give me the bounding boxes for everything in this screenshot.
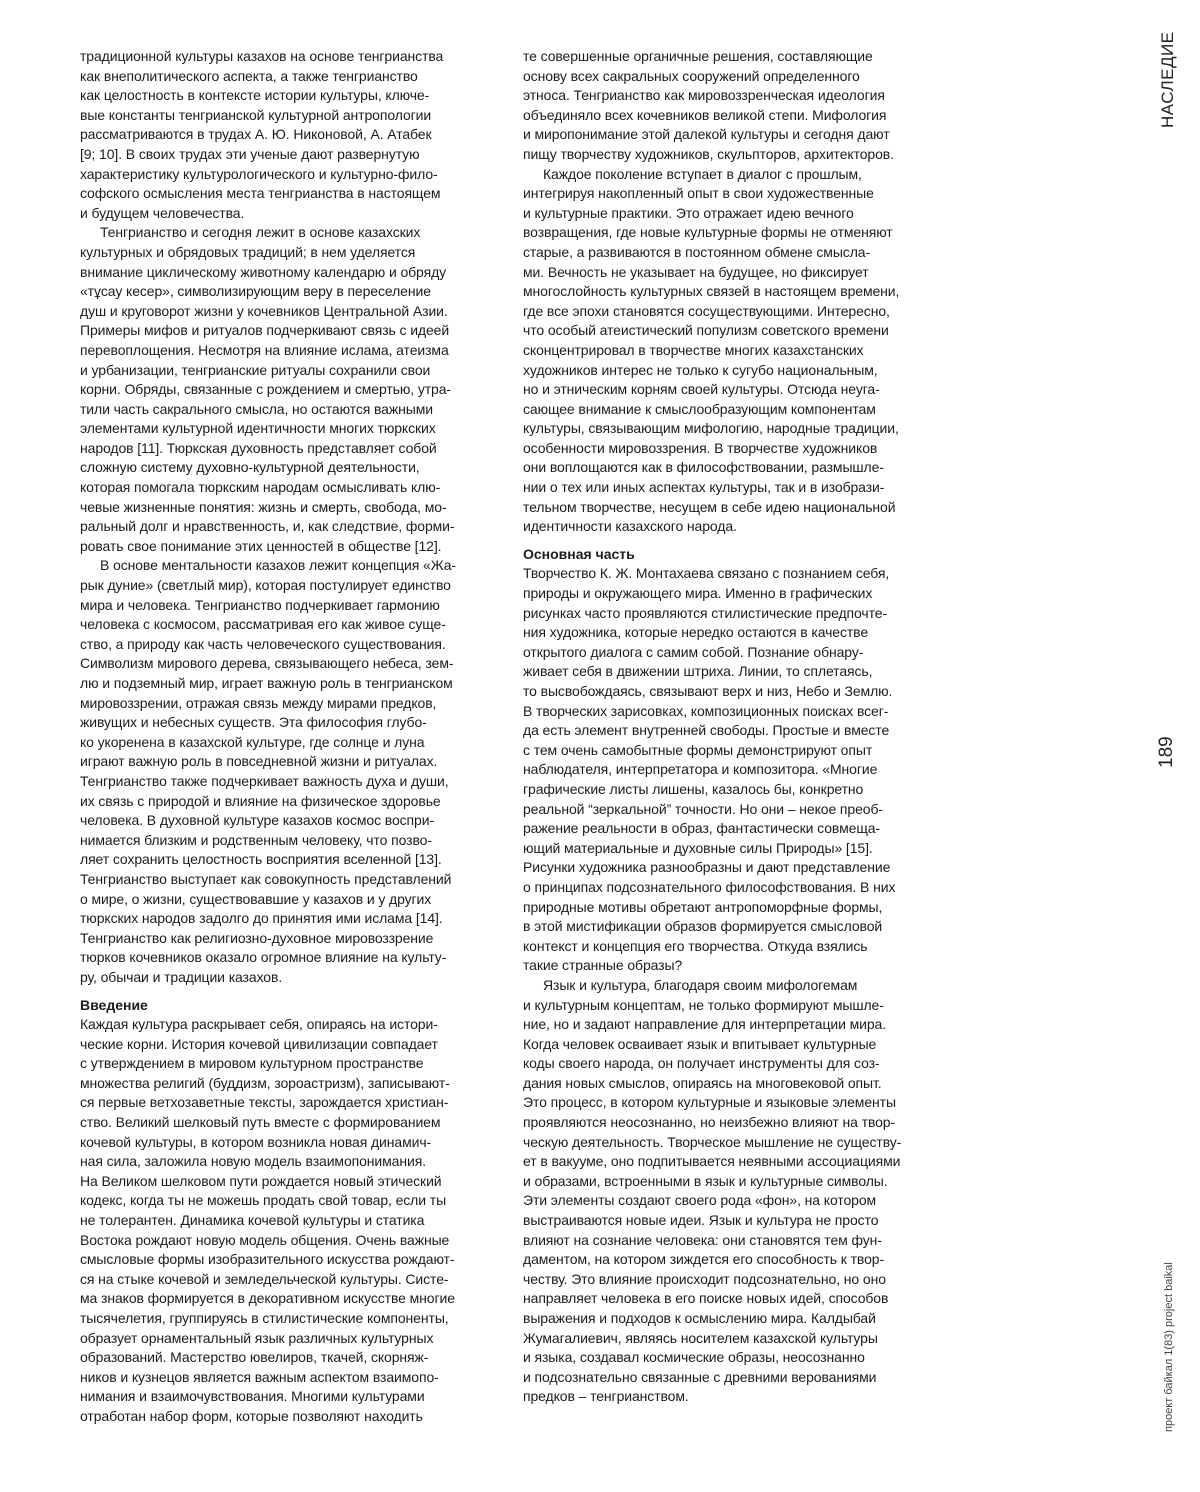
text-line: пищу творчеству художников, скульпторов, архитекторов. xyxy=(523,145,943,165)
text-line: множества религий (буддизм, зороастризм), записывают- xyxy=(80,1074,500,1094)
text-line: природные мотивы обретают антропоморфные формы, xyxy=(523,898,943,918)
text-line: кодекс, когда ты не можешь продать свой товар, если ты xyxy=(80,1191,500,1211)
text-line: честву. Это влияние происходит подсознательно, но оно xyxy=(523,1270,943,1290)
text-line: и образами, встроенными в язык и культурные символы. xyxy=(523,1172,943,1192)
section-heading: Введение xyxy=(80,996,500,1016)
text-line: человека. В духовной культуре казахов космос воспри- xyxy=(80,811,500,831)
text-line: душ и круговорот жизни у кочевников Центральной Азии. xyxy=(80,302,500,322)
text-line: В основе ментальности казахов лежит концепция «Жа- xyxy=(80,556,500,576)
text-line: как целостность в контексте истории культуры, ключе- xyxy=(80,86,500,106)
text-line: графические листы лишены, казалось бы, конкретно xyxy=(523,780,943,800)
text-line: тюркских народов задолго до принятия ими ислама [14]. xyxy=(80,909,500,929)
text-line: ко укоренена в казахской культуре, где солнце и луна xyxy=(80,733,500,753)
text-line: контекст и концепция его творчества. Откуда взялись xyxy=(523,937,943,957)
text-line: внимание циклическому животному календарю и обряду xyxy=(80,263,500,283)
text-line: корни. Обряды, связанные с рождением и смертью, утра- xyxy=(80,380,500,400)
text-line: возвращения, где новые культурные формы не отменяют xyxy=(523,223,943,243)
text-line: с тем очень самобытные формы демонстрируют опыт xyxy=(523,741,943,761)
text-line: ников и кузнецов является важным аспектом взаимопо- xyxy=(80,1368,500,1388)
text-line: Эти элементы создают своего рода «фон», на котором xyxy=(523,1191,943,1211)
text-line: образует орнаментальный язык различных культурных xyxy=(80,1329,500,1349)
text-line: природы и окружающего мира. Именно в графических xyxy=(523,584,943,604)
text-line: объединяло всех кочевников великой степи. Мифология xyxy=(523,106,943,126)
text-line: [9; 10]. В своих трудах эти ученые дают развернутую xyxy=(80,145,500,165)
text-line: культуры, связывающим мифологию, народные традиции, xyxy=(523,419,943,439)
paragraph xyxy=(80,1015,500,1426)
section-label: НАСЛЕДИЕ xyxy=(1158,31,1178,128)
paragraph xyxy=(523,564,943,975)
text-line: «тұсау кесер», символизирующим веру в переселение xyxy=(80,282,500,302)
text-line: мировоззрении, отражая связь между мирами предков, xyxy=(80,694,500,714)
text-line: этноса. Тенгрианство как мировоззренческая идеология xyxy=(523,86,943,106)
paragraph xyxy=(523,47,943,165)
text-line: смысловые формы изобразительного искусства рождают- xyxy=(80,1250,500,1270)
text-line: перевоплощения. Несмотря на влияние ислама, атеизма xyxy=(80,341,500,361)
text-line: Творчество К. Ж. Монтахаева связано с познанием себя, xyxy=(523,564,943,584)
page-number: 189 xyxy=(1156,736,1178,768)
paragraph xyxy=(523,976,943,1407)
text-line: где все эпохи становятся сосуществующими. Интересно, xyxy=(523,302,943,322)
text-line: что особый атеистический популизм советского времени xyxy=(523,321,943,341)
text-line: выражения и подходов к осмыслению мира. Калдыбай xyxy=(523,1309,943,1329)
paragraph xyxy=(80,47,500,223)
text-line: ческую деятельность. Творческое мышление не существу- xyxy=(523,1133,943,1153)
text-line: влияют на сознание человека: они становятся тем фун- xyxy=(523,1231,943,1251)
text-line: ет в вакууме, оно подпитывается неявными ассоциациями xyxy=(523,1152,943,1172)
text-line: проявляются неосознанно, но неизбежно влияют на твор- xyxy=(523,1113,943,1133)
text-line: многослойность культурных связей в настоящем времени, xyxy=(523,282,943,302)
text-line: выстраиваются новые идеи. Язык и культура не просто xyxy=(523,1211,943,1231)
text-line: идентичности казахского народа. xyxy=(523,517,943,537)
text-line: дания новых смыслов, опираясь на многовековой опыт. xyxy=(523,1074,943,1094)
text-line: но и этническим корням своей культуры. Отсюда неуга- xyxy=(523,380,943,400)
text-line: ру, обычаи и традиции казахов. xyxy=(80,968,500,988)
text-line: да есть элемент внутренней свободы. Простые и вместе xyxy=(523,721,943,741)
text-line: и урбанизации, тенгрианские ритуалы сохранили свои xyxy=(80,361,500,381)
text-line: Когда человек осваивает язык и впитывает культурные xyxy=(523,1035,943,1055)
text-line: которая помогала тюркским народам осмысливать клю- xyxy=(80,478,500,498)
text-line: ляет сохранить целостность восприятия вселенной [13]. xyxy=(80,850,500,870)
text-line: образований. Мастерство ювелиров, ткачей, скорняж- xyxy=(80,1348,500,1368)
text-line: и языка, создавал космические образы, неосознанно xyxy=(523,1348,943,1368)
text-line: ная сила, заложила новую модель взаимопонимания. xyxy=(80,1152,500,1172)
text-line: их связь с природой и влияние на физическое здоровье xyxy=(80,792,500,812)
text-line: На Великом шелковом пути рождается новый этический xyxy=(80,1172,500,1192)
text-line: как внеполитического аспекта, а также тенгрианство xyxy=(80,67,500,87)
text-column-right xyxy=(523,47,943,1407)
text-line: интегрируя накопленный опыт в свои художественные xyxy=(523,184,943,204)
text-line: ческие корни. История кочевой цивилизации совпадает xyxy=(80,1035,500,1055)
text-line: ющий материальные и духовные силы Природы» [15]. xyxy=(523,839,943,859)
text-line: ся первые ветхозаветные тексты, зарождается христиан- xyxy=(80,1093,500,1113)
text-line: открытого диалога с самим собой. Познание обнару- xyxy=(523,643,943,663)
text-line: то высвобождаясь, связывают верх и низ, Небо и Землю. xyxy=(523,682,943,702)
text-line: культурных и обрядовых традиций; в нем уделяется xyxy=(80,243,500,263)
text-line: Тенгрианство и сегодня лежит в основе казахских xyxy=(80,223,500,243)
journal-footer: проект байкал 1(83) project baikal xyxy=(1163,1262,1175,1432)
text-line: Каждое поколение вступает в диалог с прошлым, xyxy=(523,165,943,185)
text-line: такие странные образы? xyxy=(523,956,943,976)
text-line: живает себя в движении штриха. Линии, то сплетаясь, xyxy=(523,662,943,682)
text-line: рык дуние» (светлый мир), которая постулирует единство xyxy=(80,576,500,596)
text-line: кочевой культуры, в котором возникла новая динамич- xyxy=(80,1133,500,1153)
text-line: Язык и культура, благодаря своим мифологемам xyxy=(523,976,943,996)
text-line: Тенгрианство также подчеркивает важность духа и души, xyxy=(80,772,500,792)
text-line: Востока рождают новую модель общения. Очень важные xyxy=(80,1231,500,1251)
text-line: ние, но и задают направление для интерпретации мира. xyxy=(523,1015,943,1035)
text-line: Примеры мифов и ритуалов подчеркивают связь с идеей xyxy=(80,321,500,341)
text-line: ство. Великий шелковый путь вместе с формированием xyxy=(80,1113,500,1133)
text-line: живущих и небесных существ. Эта философия глубо- xyxy=(80,713,500,733)
text-line: о мире, о жизни, существовавшие у казахов и у других xyxy=(80,890,500,910)
text-line: Жумагалиевич, являясь носителем казахской культуры xyxy=(523,1329,943,1349)
paragraph xyxy=(80,556,500,987)
text-line: софского осмысления места тенгрианства в настоящем xyxy=(80,184,500,204)
text-line: реальной “зеркальной” точности. Но они – некое преоб- xyxy=(523,800,943,820)
text-line: ми. Вечность не указывает на будущее, но фиксирует xyxy=(523,263,943,283)
text-line: и будущем человечества. xyxy=(80,204,500,224)
text-line: играют важную роль в повседневной жизни и ритуалах. xyxy=(80,752,500,772)
text-line: предков – тенгрианством. xyxy=(523,1387,943,1407)
text-line: отработан набор форм, которые позволяют находить xyxy=(80,1407,500,1427)
paragraph xyxy=(523,165,943,537)
text-line: в этой мистификации образов формируется смысловой xyxy=(523,917,943,937)
text-line: В творческих зарисовках, композиционных поисках всег- xyxy=(523,702,943,722)
text-line: Тенгрианство как религиозно-духовное мировоззрение xyxy=(80,929,500,949)
text-line: тысячелетия, группируясь в стилистические компоненты, xyxy=(80,1309,500,1329)
text-line: художников интерес не только к сугубо национальным, xyxy=(523,361,943,381)
text-line: Это процесс, в котором культурные и языковые элементы xyxy=(523,1093,943,1113)
text-line: нии о тех или иных аспектах культуры, так и в изобрази- xyxy=(523,478,943,498)
text-line: они воплощаются как в философствовании, размышле- xyxy=(523,458,943,478)
text-line: человека с космосом, рассматривая его как живое суще- xyxy=(80,615,500,635)
text-line: Тенгрианство выступает как совокупность представлений xyxy=(80,870,500,890)
text-line: тили часть сакрального смысла, но остаются важными xyxy=(80,400,500,420)
text-line: старые, а развиваются в постоянном обмене смысла- xyxy=(523,243,943,263)
text-line: сающее внимание к смыслообразующим компонентам xyxy=(523,400,943,420)
text-line: и культурные практики. Это отражает идею вечного xyxy=(523,204,943,224)
text-line: и подсознательно связанные с древними верованиями xyxy=(523,1368,943,1388)
text-line: и миропонимание этой далекой культуры и сегодня дают xyxy=(523,125,943,145)
text-line: традиционной культуры казахов на основе тенгрианства xyxy=(80,47,500,67)
text-line: характеристику культурологического и культурно-фило- xyxy=(80,165,500,185)
text-line: ся на стыке кочевой и земледельческой культуры. Систе- xyxy=(80,1270,500,1290)
text-line: сконцентрировал в творчестве многих казахстанских xyxy=(523,341,943,361)
text-line: коды своего народа, он получает инструменты для соз- xyxy=(523,1054,943,1074)
text-line: чевые жизненные понятия: жизнь и смерть, свобода, мо- xyxy=(80,498,500,518)
text-line: нимания и взаимочувствования. Многими культурами xyxy=(80,1387,500,1407)
text-line: ния художника, которые нередко остаются в качестве xyxy=(523,623,943,643)
paragraph xyxy=(80,223,500,556)
section-heading: Основная часть xyxy=(523,545,943,565)
text-line: ровать свое понимание этих ценностей в обществе [12]. xyxy=(80,537,500,557)
text-line: ство, а природу как часть человеческого существования. xyxy=(80,635,500,655)
text-line: рисунках часто проявляются стилистические предпочте- xyxy=(523,604,943,624)
text-line: ральный долг и нравственность, и, как следствие, форми- xyxy=(80,517,500,537)
text-line: сложную систему духовно-культурной деятельности, xyxy=(80,458,500,478)
text-line: мира и человека. Тенгрианство подчеркивает гармонию xyxy=(80,596,500,616)
text-line: те совершенные органичные решения, составляющие xyxy=(523,47,943,67)
text-line: о принципах подсознательного философствования. В них xyxy=(523,878,943,898)
text-line: ма знаков формируется в декоративном искусстве многие xyxy=(80,1289,500,1309)
text-line: народов [11]. Тюркская духовность представляет собой xyxy=(80,439,500,459)
text-line: основу всех сакральных сооружений определенного xyxy=(523,67,943,87)
text-line: ражение реальности в образ, фантастически совмеща- xyxy=(523,819,943,839)
text-line: элементами культурной идентичности многих тюркских xyxy=(80,419,500,439)
text-line: с утверждением в мировом культурном пространстве xyxy=(80,1054,500,1074)
text-line: тюрков кочевников оказало огромное влияние на культу- xyxy=(80,948,500,968)
text-line: даментом, на котором зиждется его способность к твор- xyxy=(523,1250,943,1270)
text-line: вые константы тенгрианской культурной антропологии xyxy=(80,106,500,126)
text-line: и культурным концептам, не только формируют мышле- xyxy=(523,996,943,1016)
text-line: особенности мировоззрения. В творчестве художников xyxy=(523,439,943,459)
text-line: тельном творчестве, несущем в себе идею национальной xyxy=(523,498,943,518)
text-column-left xyxy=(80,47,500,1427)
text-line: нимается близким и родственным человеку, что позво- xyxy=(80,831,500,851)
text-line: направляет человека в его поиске новых идей, способов xyxy=(523,1289,943,1309)
text-line: не толерантен. Динамика кочевой культуры и статика xyxy=(80,1211,500,1231)
text-line: Символизм мирового дерева, связывающего небеса, зем- xyxy=(80,654,500,674)
text-line: рассматриваются в трудах А. Ю. Никоновой, А. Атабек xyxy=(80,125,500,145)
text-line: лю и подземный мир, играет важную роль в тенгрианском xyxy=(80,674,500,694)
text-line: Каждая культура раскрывает себя, опираясь на истори- xyxy=(80,1015,500,1035)
text-line: Рисунки художника разнообразны и дают представление xyxy=(523,858,943,878)
text-line: наблюдателя, интерпретатора и композитора. «Многие xyxy=(523,760,943,780)
